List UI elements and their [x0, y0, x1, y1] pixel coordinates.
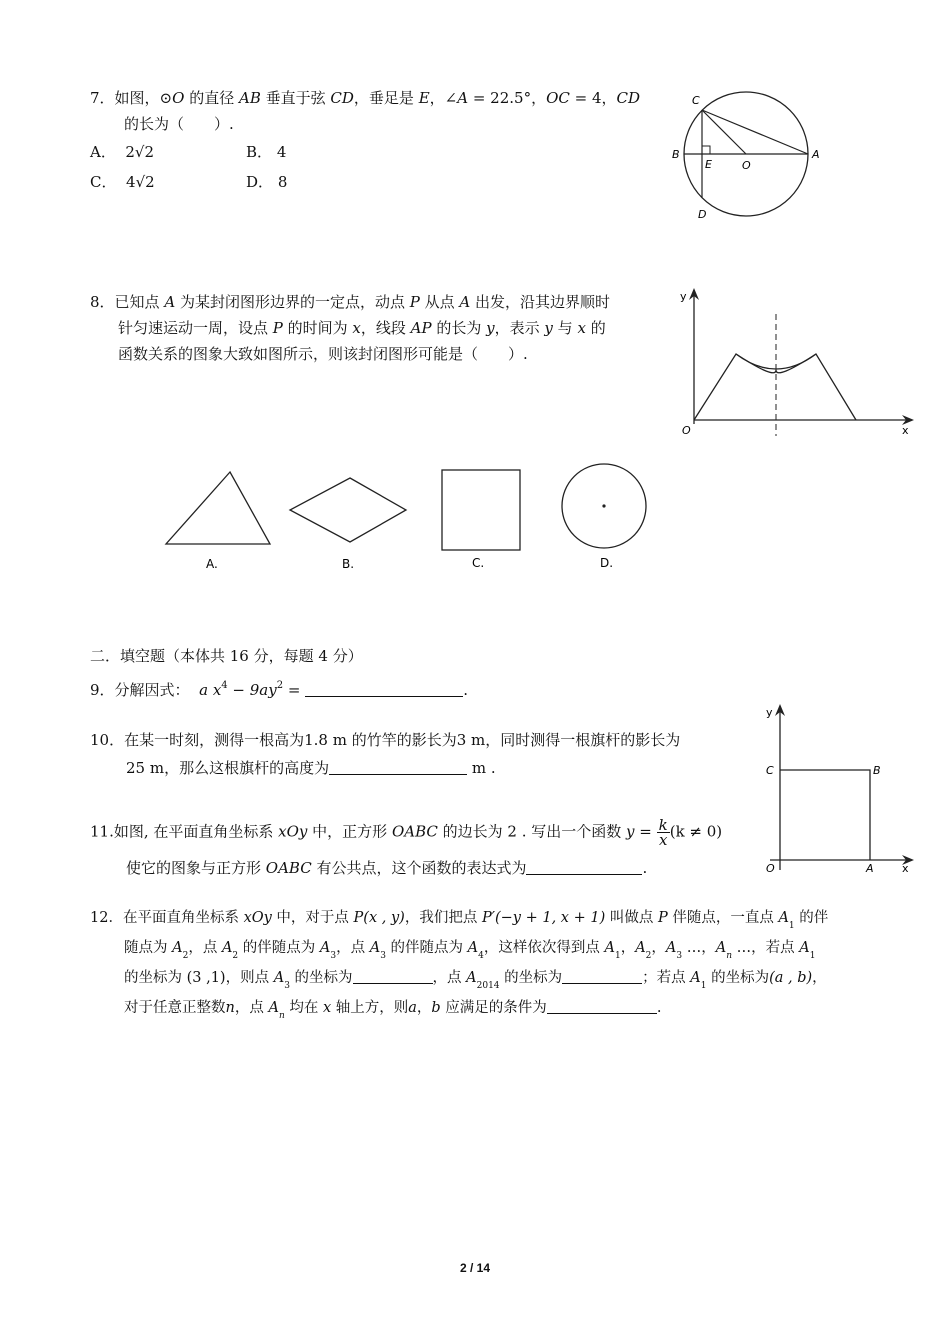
label-o: O [766, 862, 775, 875]
section-heading: 二．填空题（本体共 16 分，每题 4 分） [90, 647, 363, 665]
label-e: E [705, 158, 712, 171]
q7-option-d: D． 8 [246, 173, 288, 191]
q12-line2: 随点为 $A_2$，点 $A_2$ 的伴随点为 $A_3$，点 $A_3$ 的伴随点为 $A_4$，这样依次得到点 $A_1$，$A_2$，$A_3$ …，$A_n$ …，若点 $A_1$ [124, 940, 816, 961]
label-d: D [698, 208, 707, 221]
q8-stem-line3: 函数关系的图象大致如图所示，则该封闭图形可能是（ ）. [118, 345, 528, 363]
q7-stem-line2: 的长为（ ）. [124, 115, 234, 133]
q12-a3-blank[interactable] [353, 969, 433, 984]
shape-label-a: A. [206, 557, 218, 571]
q12-line4: 对于任意正整数n，点 $A_n$ 均在 x 轴上方，则a，b 应满足的条件为 . [124, 1000, 662, 1021]
label-x: x [902, 862, 909, 875]
label-x: x [902, 424, 909, 437]
square-oabc [780, 770, 870, 860]
label-a: A [812, 148, 820, 161]
q11-line1: 11.如图, 在平面直角坐标系 xOy 中，正方形 OABC 的边长为 2 . 写出一个函数 y = $\frac{k}{x}$ (k ≠ 0) [90, 816, 723, 849]
q11-line2: 使它的图象与正方形 OABC 有公共点，这个函数的表达式为 . [126, 859, 648, 877]
label-a: A [866, 862, 874, 875]
q7-stem-line1: 7．如图，⊙O 的直径 AB 垂直于弦 CD，垂足是 E，∠A = 22.5°，OC = 4，CD [90, 89, 641, 107]
q10-line2: 25 m，那么这根旗杆的高度为 m . [126, 759, 496, 777]
segment-ca [702, 110, 808, 154]
q7-option-c: C． 4√2 [90, 173, 155, 191]
q12-condition-blank[interactable] [547, 999, 657, 1014]
q9-answer-blank[interactable] [305, 682, 463, 697]
q7-option-b: B． 4 [246, 143, 287, 161]
segment-co [702, 110, 746, 154]
shape-b-rhombus [290, 478, 406, 542]
label-o: O [682, 424, 691, 437]
label-b: B [873, 764, 881, 777]
label-o: O [742, 159, 751, 172]
label-b: B [672, 148, 680, 161]
shape-d-center-dot [602, 504, 605, 507]
q11-answer-blank[interactable] [526, 860, 642, 875]
shape-label-c: C. [472, 556, 485, 570]
page-number: 2 / 14 [459, 1261, 491, 1275]
shape-label-d: D. [600, 556, 614, 570]
q7-circle-figure [664, 86, 834, 226]
q8-function-graph [676, 284, 916, 440]
right-angle-mark [702, 146, 710, 154]
label-y: y [680, 290, 687, 303]
shape-label-b: B. [342, 557, 355, 571]
shape-c-square [442, 470, 520, 550]
q12-line3: 的坐标为 (3 ,1)，则点 $A_3$ 的坐标为 ，点 $A_{2014}$ 的坐标为 ；若点 $A_1$ 的坐标为(a , b)， [124, 970, 827, 991]
q7-option-a: A． 2√2 [90, 143, 155, 161]
label-c: C [692, 94, 700, 107]
q8-stem-line1: 8．已知点 A 为某封闭图形边界的一定点，动点 P 从点 A 出发，沿其边界顺时 [90, 293, 610, 311]
q10-answer-blank[interactable] [329, 760, 467, 775]
q11-fraction: $\frac{k}{x}$ [658, 816, 668, 849]
label-y: y [766, 706, 773, 719]
q8-shape-options [160, 460, 660, 580]
q9-question: 9．分解因式： a $x^4 - 9ay^2$ = . [90, 680, 468, 699]
q12-a2014-blank[interactable] [562, 969, 642, 984]
q8-stem-line2: 针匀速运动一周，设点 P 的时间为 x，线段 AP 的长为 y，表示 y 与 x 的 [118, 319, 606, 337]
q12-line1: 12．在平面直角坐标系 xOy 中，对于点 P(x , y)，我们把点 P′(−y + 1, x + 1) 叫做点 P 伴随点，一直点 $A_1$ 的伴 [90, 910, 829, 931]
q11-square-figure [756, 700, 916, 880]
shape-a-triangle [166, 472, 270, 544]
function-curve [694, 354, 856, 420]
label-c: C [766, 764, 774, 777]
q10-line1: 10．在某一时刻，测得一根高为1.8 m 的竹竿的影长为3 m，同时测得一根旗杆的影长为 [90, 731, 681, 749]
